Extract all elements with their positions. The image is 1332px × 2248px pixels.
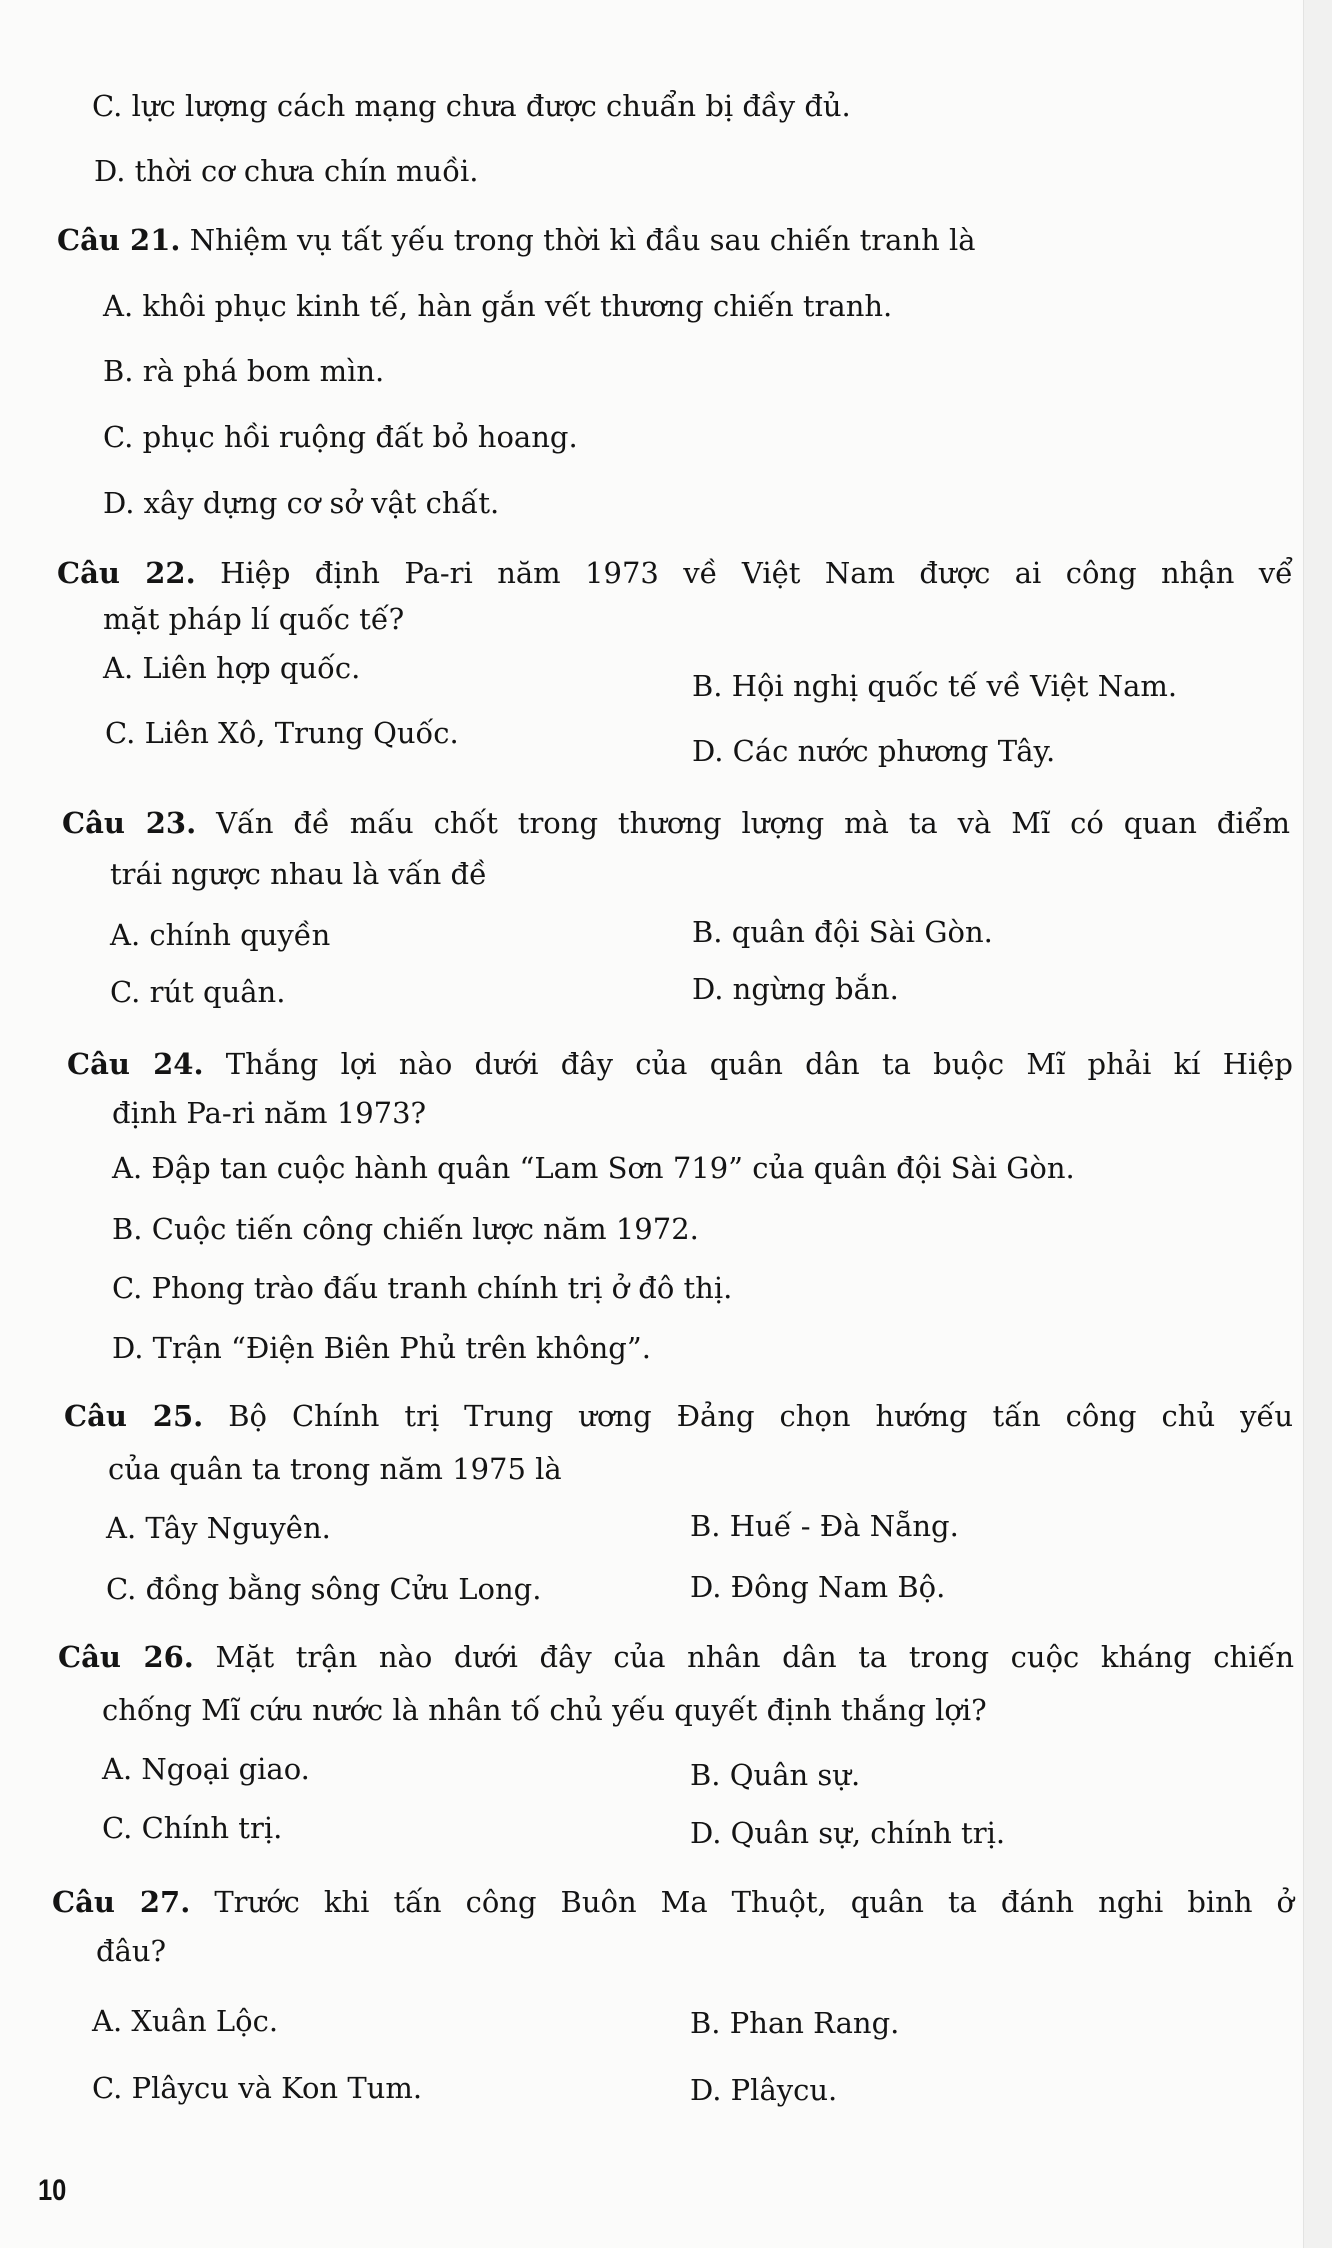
q27-option-a: A. Xuân Lộc. (92, 2004, 279, 2038)
question-22-line-2: mặt pháp lí quốc tế? (103, 602, 405, 636)
question-25-line-2: của quân ta trong năm 1975 là (108, 1452, 562, 1486)
page-edge (1303, 0, 1332, 2248)
q24-option-b: B. Cuộc tiến công chiến lược năm 1972. (112, 1212, 699, 1246)
q21-option-a: A. khôi phục kinh tế, hàn gắn vết thương chiến tranh. (103, 289, 893, 323)
option-c-prev: C. lực lượng cách mạng chưa được chuẩn bị đầy đủ. (92, 89, 851, 123)
q23-option-b: B. quân đội Sài Gòn. (692, 915, 993, 949)
page-number: 10 (38, 2174, 67, 2207)
q24-option-a: A. Đập tan cuộc hành quân “Lam Sơn 719” của quân đội Sài Gòn. (112, 1151, 1075, 1185)
question-25: Câu 25. Bộ Chính trị Trung ương Đảng chọn hướng tấn công chủ yếu (64, 1399, 1293, 1433)
q24-option-c: C. Phong trào đấu tranh chính trị ở đô thị. (112, 1271, 733, 1305)
q27-option-c: C. Plâycu và Kon Tum. (92, 2071, 423, 2105)
question-24-line-2: định Pa-ri năm 1973? (112, 1096, 427, 1130)
q25-option-a: A. Tây Nguyên. (106, 1511, 331, 1545)
q21-option-d: D. xây dựng cơ sở vật chất. (103, 486, 500, 520)
question-27-line-2: đâu? (96, 1934, 167, 1968)
q22-option-d: D. Các nước phương Tây. (692, 734, 1056, 768)
q23-option-a: A. chính quyền (110, 918, 331, 952)
q24-option-d: D. Trận “Điện Biên Phủ trên không”. (112, 1331, 651, 1365)
q27-option-b: B. Phan Rang. (690, 2006, 900, 2040)
q21-option-c: C. phục hồi ruộng đất bỏ hoang. (103, 420, 578, 454)
q22-option-b: B. Hội nghị quốc tế về Việt Nam. (692, 669, 1178, 703)
q23-option-d: D. ngừng bắn. (692, 972, 899, 1006)
q22-option-c: C. Liên Xô, Trung Quốc. (105, 716, 459, 750)
q25-option-d: D. Đông Nam Bộ. (690, 1570, 946, 1604)
question-22: Câu 22. Hiệp định Pa-ri năm 1973 về Việt Nam được ai công nhận vể (57, 556, 1293, 590)
question-27: Câu 27. Trước khi tấn công Buôn Ma Thuột, quân ta đánh nghi binh ở (52, 1885, 1294, 1919)
q23-option-c: C. rút quân. (110, 975, 286, 1009)
q26-option-c: C. Chính trị. (102, 1811, 283, 1845)
question-23-line-2: trái ngược nhau là vấn đề (110, 857, 487, 891)
q26-option-b: B. Quân sự. (690, 1758, 861, 1792)
question-26: Câu 26. Mặt trận nào dưới đây của nhân dân ta trong cuộc kháng chiến (58, 1640, 1294, 1674)
q21-option-b: B. rà phá bom mìn. (103, 354, 385, 388)
question-21: Câu 21. Nhiệm vụ tất yếu trong thời kì đầu sau chiến tranh là (57, 223, 976, 257)
q26-option-d: D. Quân sự, chính trị. (690, 1816, 1006, 1850)
q22-option-a: A. Liên hợp quốc. (103, 651, 361, 685)
question-23: Câu 23. Vấn đề mấu chốt trong thương lượng mà ta và Mĩ có quan điểm (62, 806, 1290, 840)
q26-option-a: A. Ngoại giao. (102, 1752, 310, 1786)
q25-option-c: C. đồng bằng sông Cửu Long. (106, 1572, 542, 1606)
question-24: Câu 24. Thắng lợi nào dưới đây của quân dân ta buộc Mĩ phải kí Hiệp (67, 1047, 1293, 1081)
option-d-prev: D. thời cơ chưa chín muồi. (94, 154, 479, 188)
q27-option-d: D. Plâycu. (690, 2073, 838, 2107)
q25-option-b: B. Huế - Đà Nẵng. (690, 1509, 959, 1543)
question-26-line-2: chống Mĩ cứu nước là nhân tố chủ yếu quyết định thắng lợi? (102, 1693, 987, 1727)
